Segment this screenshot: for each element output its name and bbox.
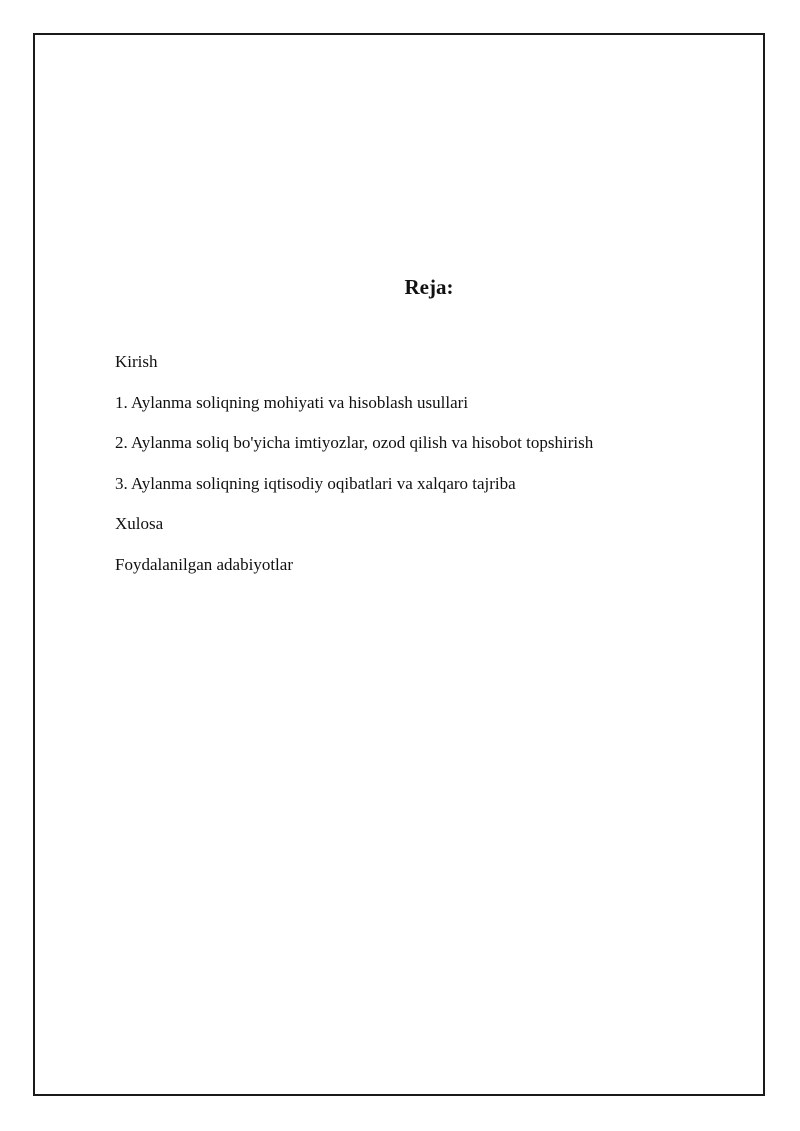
toc-item-introduction: Kirish [115, 352, 158, 371]
toc-item-references: Foydalanilgan adabiyotlar [115, 554, 293, 574]
page-title: Reja: [404, 275, 454, 299]
toc-item-conclusion: Xulosa [115, 514, 164, 534]
toc-item-chapter-2: 2. Aylanma soliq bo'yicha imtiyozlar, ozod qilish va hisobot topshirish [115, 433, 594, 453]
toc-item-chapter-1: 1. Aylanma soliqning mohiyati va hisoblash usullari [115, 392, 469, 412]
table-of-contents [115, 350, 593, 594]
toc-item-chapter-3: 3. Aylanma soliqning iqtisodiy oqibatlari va xalqaro tajriba [115, 473, 516, 493]
